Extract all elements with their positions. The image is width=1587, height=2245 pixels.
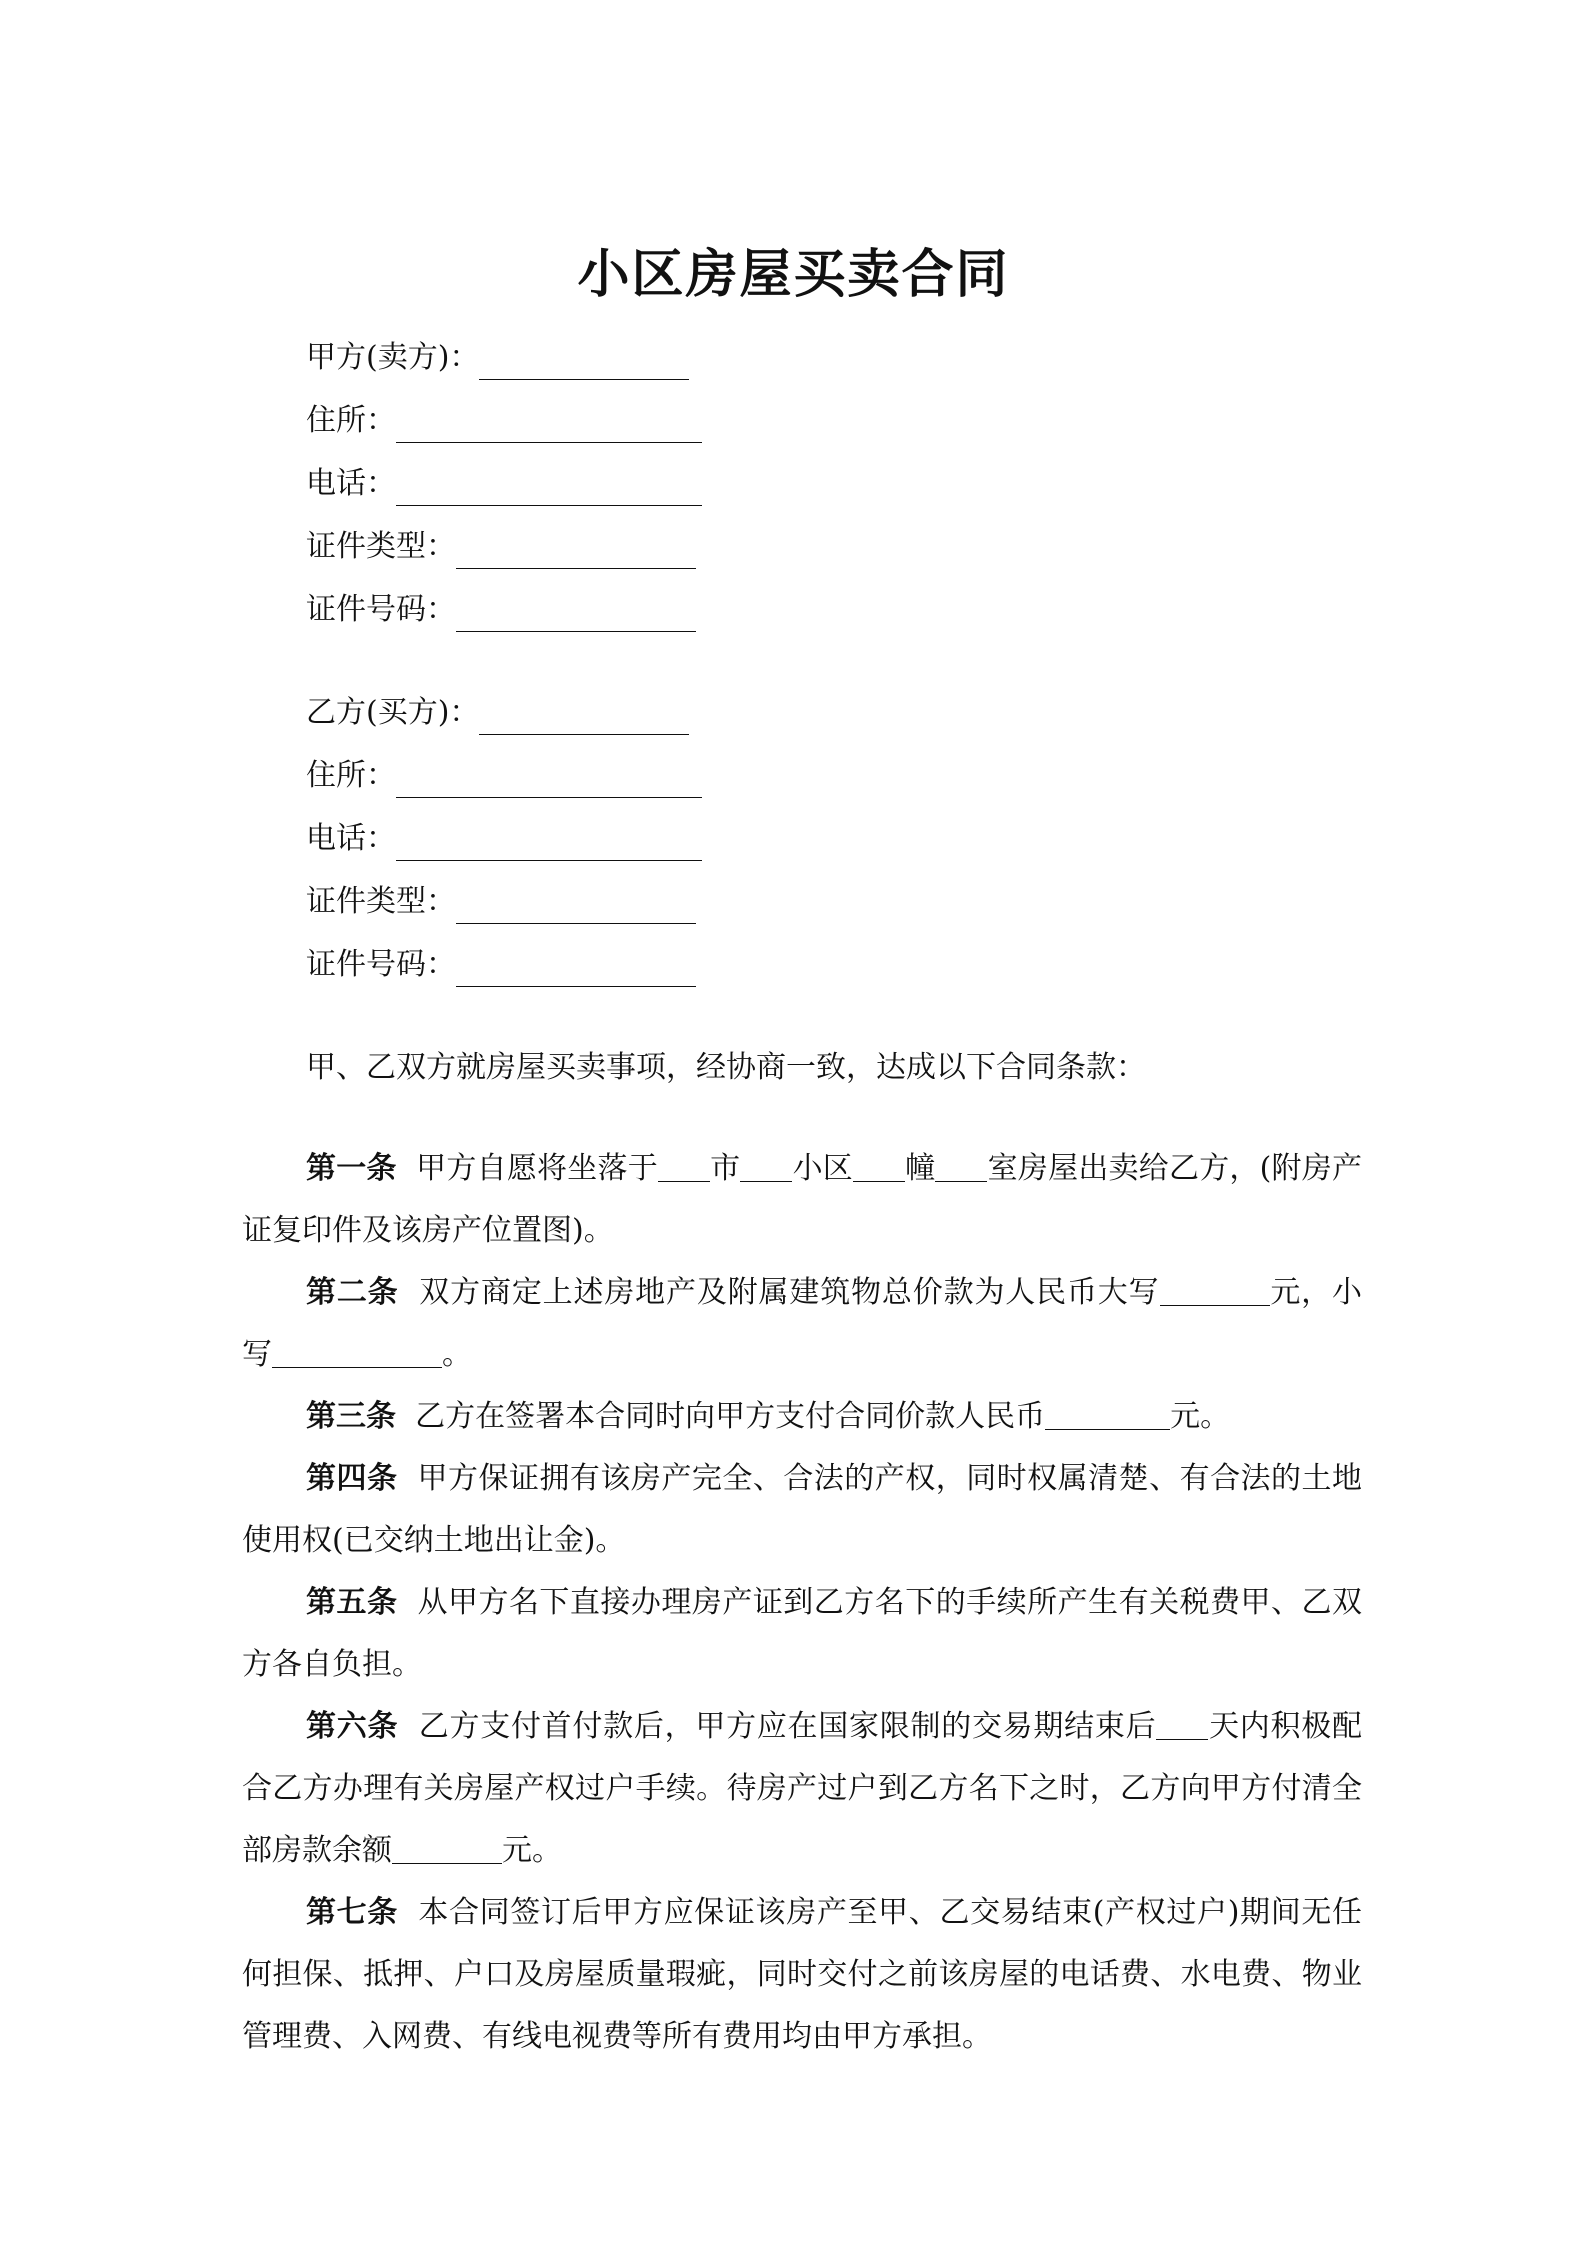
party-a-heading-label: 甲方(卖方)： xyxy=(306,340,480,375)
party-a-id-type-label: 证件类型： xyxy=(306,529,456,564)
article-1-text-2: 市 xyxy=(709,1151,741,1186)
article-3-text-2: 元。 xyxy=(1170,1399,1231,1434)
party-a-id-number-label: 证件号码： xyxy=(306,592,456,627)
party-a-heading-field xyxy=(306,330,689,376)
party-b-name-blank xyxy=(479,701,689,735)
deposit-amount-blank xyxy=(1045,1399,1170,1430)
intro-paragraph: 甲、乙双方就房屋买卖事项，经协商一致，达成以下合同条款： xyxy=(306,1050,1146,1085)
party-b-id-number-field xyxy=(306,937,696,983)
party-a-id-type-field xyxy=(306,519,696,565)
total-price-numeric-blank xyxy=(272,1337,442,1368)
article-2-text-2: 元，小写 xyxy=(242,1275,1363,1372)
party-b-phone-blank xyxy=(396,827,702,861)
article-1-text-1: 甲方自愿将坐落于 xyxy=(416,1151,658,1186)
article-1-label: 第一条 xyxy=(306,1151,397,1186)
article-4-label: 第四条 xyxy=(306,1461,398,1496)
party-a-phone-label: 电话： xyxy=(306,466,396,501)
party-b-id-number-blank xyxy=(456,953,696,987)
article-4-text-1: 甲方保证拥有该房产完全、合法的产权，同时权属清楚、有合法的土地使用权(已交纳土地出让金)。 xyxy=(242,1461,1363,1558)
article-6 xyxy=(242,1696,1362,1882)
article-2-label: 第二条 xyxy=(306,1275,399,1310)
party-b-id-type-blank xyxy=(456,890,696,924)
transfer-days-blank xyxy=(1156,1709,1208,1740)
party-a-id-number-blank xyxy=(456,598,696,632)
article-2-text-1: 双方商定上述房地产及附属建筑物总价款为人民币大写 xyxy=(419,1275,1160,1310)
party-a-phone-blank xyxy=(396,472,702,506)
article-6-label: 第六条 xyxy=(306,1709,399,1744)
article-6-text-3: 元。 xyxy=(502,1833,562,1868)
article-2-text-3: 。 xyxy=(442,1337,472,1372)
article-1 xyxy=(242,1138,1362,1262)
article-5 xyxy=(242,1572,1362,1696)
article-1-text-5: 室房屋出卖给乙方，(附房产证复印件及该房产位置图)。 xyxy=(242,1151,1362,1248)
party-b-heading-label: 乙方(买方)： xyxy=(306,695,480,730)
party-a-id-number-field xyxy=(306,582,696,628)
article-2 xyxy=(242,1262,1362,1386)
article-7-label: 第七条 xyxy=(306,1895,398,1930)
party-b-heading-field xyxy=(306,685,689,731)
party-b-phone-label: 电话： xyxy=(306,821,396,856)
article-3 xyxy=(242,1386,1362,1448)
article-4 xyxy=(242,1448,1362,1572)
party-b-id-type-label: 证件类型： xyxy=(306,884,456,919)
party-b-address-blank xyxy=(396,764,702,798)
article-1-text-3: 小区 xyxy=(792,1151,854,1186)
article-1-text-4: 幢 xyxy=(905,1151,936,1186)
party-a-id-type-blank xyxy=(456,535,696,569)
document-title: 小区房屋买卖合同 xyxy=(577,244,1010,305)
total-price-uppercase-blank xyxy=(1160,1275,1270,1306)
article-3-label: 第三条 xyxy=(306,1399,396,1434)
party-b-id-number-label: 证件号码： xyxy=(306,947,456,982)
party-b-id-type-field xyxy=(306,874,696,920)
room-blank xyxy=(935,1151,987,1182)
city-blank xyxy=(658,1151,710,1182)
party-a-address-blank xyxy=(396,409,702,443)
party-a-address-label: 住所： xyxy=(306,403,396,438)
balance-amount-blank xyxy=(392,1833,502,1864)
article-5-label: 第五条 xyxy=(306,1585,398,1620)
building-blank xyxy=(853,1151,905,1182)
community-blank xyxy=(740,1151,792,1182)
article-5-text-1: 从甲方名下直接办理房产证到乙方名下的手续所产生有关税费甲、乙双方各自负担。 xyxy=(242,1585,1363,1682)
party-a-phone-field xyxy=(306,456,702,502)
article-3-text-1: 乙方在签署本合同时向甲方支付合同价款人民币 xyxy=(415,1399,1046,1434)
article-6-text-2: 天内积极配合乙方办理有关房屋产权过户手续。待房产过户到乙方名下之时，乙方向甲方付清全部房款余额 xyxy=(242,1709,1363,1868)
party-a-name-blank xyxy=(479,346,689,380)
party-b-phone-field xyxy=(306,811,702,857)
article-7 xyxy=(242,1882,1362,2068)
article-7-text-1: 本合同签订后甲方应保证该房产至甲、乙交易结束(产权过户)期间无任何担保、抵押、户口及房屋质量瑕疵，同时交付之前该房屋的电话费、水电费、物业管理费、入网费、有线电视费等所有费用均由甲方承担。 xyxy=(242,1895,1363,2054)
contract-articles xyxy=(242,1138,1362,2068)
party-b-address-field xyxy=(306,748,702,794)
party-a-address-field xyxy=(306,393,702,439)
party-b-address-label: 住所： xyxy=(306,758,396,793)
article-6-text-1: 乙方支付首付款后，甲方应在国家限制的交易期结束后 xyxy=(418,1709,1157,1744)
